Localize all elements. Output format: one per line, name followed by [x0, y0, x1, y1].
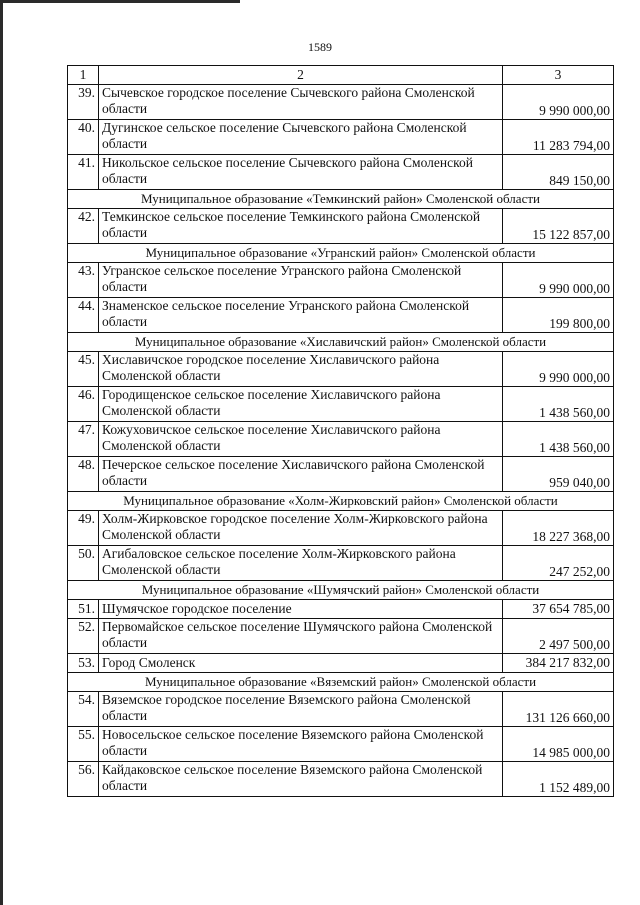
- row-name: Никольское сельское поселение Сычевского района Смоленской области: [99, 155, 503, 190]
- row-number: 41.: [68, 155, 99, 190]
- row-amount: 1 152 489,00: [503, 762, 614, 797]
- table-row: [68, 762, 614, 797]
- section-title: Муниципальное образование «Холм-Жирковский район» Смоленской области: [68, 492, 614, 511]
- row-amount: 1 438 560,00: [503, 387, 614, 422]
- table-row: [68, 511, 614, 546]
- row-number: 50.: [68, 546, 99, 581]
- table-row: [68, 263, 614, 298]
- row-amount: 15 122 857,00: [503, 209, 614, 244]
- row-name: Знаменское сельское поселение Угранского района Смоленской области: [99, 298, 503, 333]
- budget-table: [67, 65, 614, 797]
- row-number: 42.: [68, 209, 99, 244]
- row-amount: 247 252,00: [503, 546, 614, 581]
- row-number: 40.: [68, 120, 99, 155]
- row-number: 48.: [68, 457, 99, 492]
- table-row: [68, 120, 614, 155]
- section-header-row: [68, 492, 614, 511]
- row-amount: 9 990 000,00: [503, 263, 614, 298]
- row-number: 54.: [68, 692, 99, 727]
- table-row: [68, 600, 614, 619]
- row-name: Печерское сельское поселение Хиславичского района Смоленской области: [99, 457, 503, 492]
- row-name: Шумячское городское поселение: [99, 600, 503, 619]
- row-number: 53.: [68, 654, 99, 673]
- table-row: [68, 619, 614, 654]
- row-amount: 2 497 500,00: [503, 619, 614, 654]
- section-header-row: [68, 581, 614, 600]
- section-title: Муниципальное образование «Темкинский район» Смоленской области: [68, 190, 614, 209]
- row-name: Город Смоленск: [99, 654, 503, 673]
- scan-left-edge: [0, 0, 3, 905]
- section-header-row: [68, 244, 614, 263]
- row-name: Городищенское сельское поселение Хиславичского района Смоленской области: [99, 387, 503, 422]
- table-row: [68, 387, 614, 422]
- table-row: [68, 85, 614, 120]
- row-amount: 384 217 832,00: [503, 654, 614, 673]
- table-row: [68, 546, 614, 581]
- table-row: [68, 298, 614, 333]
- section-header-row: [68, 190, 614, 209]
- row-amount: 199 800,00: [503, 298, 614, 333]
- row-number: 47.: [68, 422, 99, 457]
- row-amount: 37 654 785,00: [503, 600, 614, 619]
- row-number: 49.: [68, 511, 99, 546]
- row-name: Холм-Жирковское городское поселение Холм-Жирковского района Смоленской области: [99, 511, 503, 546]
- row-amount: 9 990 000,00: [503, 352, 614, 387]
- row-number: 43.: [68, 263, 99, 298]
- scan-top-edge: [0, 0, 240, 3]
- row-number: 51.: [68, 600, 99, 619]
- row-name: Агибаловское сельское поселение Холм-Жирковского района Смоленской области: [99, 546, 503, 581]
- row-number: 52.: [68, 619, 99, 654]
- row-amount: 131 126 660,00: [503, 692, 614, 727]
- row-amount: 11 283 794,00: [503, 120, 614, 155]
- table-row: [68, 422, 614, 457]
- row-name: Первомайское сельское поселение Шумячского района Смоленской области: [99, 619, 503, 654]
- row-name: Вяземское городское поселение Вяземского района Смоленской области: [99, 692, 503, 727]
- row-amount: 959 040,00: [503, 457, 614, 492]
- row-name: Темкинское сельское поселение Темкинского района Смоленской области: [99, 209, 503, 244]
- row-name: Сычевское городское поселение Сычевского района Смоленской области: [99, 85, 503, 120]
- row-amount: 9 990 000,00: [503, 85, 614, 120]
- table-row: [68, 352, 614, 387]
- row-number: 46.: [68, 387, 99, 422]
- table-row: [68, 209, 614, 244]
- table-row: [68, 692, 614, 727]
- section-header-row: [68, 673, 614, 692]
- row-name: Кожуховичское сельское поселение Хиславичского района Смоленской области: [99, 422, 503, 457]
- section-title: Муниципальное образование «Угранский район» Смоленской области: [68, 244, 614, 263]
- row-number: 55.: [68, 727, 99, 762]
- section-title: Муниципальное образование «Шумячский район» Смоленской области: [68, 581, 614, 600]
- row-number: 44.: [68, 298, 99, 333]
- row-name: Хиславичское городское поселение Хиславичского района Смоленской области: [99, 352, 503, 387]
- row-name: Кайдаковское сельское поселение Вяземского района Смоленской области: [99, 762, 503, 797]
- section-title: Муниципальное образование «Хиславичский район» Смоленской области: [68, 333, 614, 352]
- table-row: [68, 727, 614, 762]
- table-row: [68, 155, 614, 190]
- row-amount: 1 438 560,00: [503, 422, 614, 457]
- header-col-2: 2: [99, 66, 503, 85]
- header-col-3: 3: [503, 66, 614, 85]
- row-name: Угранское сельское поселение Угранского района Смоленской области: [99, 263, 503, 298]
- row-name: Дугинское сельское поселение Сычевского района Смоленской области: [99, 120, 503, 155]
- row-amount: 849 150,00: [503, 155, 614, 190]
- table-row: [68, 457, 614, 492]
- table-row: [68, 654, 614, 673]
- row-number: 39.: [68, 85, 99, 120]
- row-amount: 14 985 000,00: [503, 727, 614, 762]
- header-col-1: 1: [68, 66, 99, 85]
- section-title: Муниципальное образование «Вяземский район» Смоленской области: [68, 673, 614, 692]
- section-header-row: [68, 333, 614, 352]
- row-number: 45.: [68, 352, 99, 387]
- row-amount: 18 227 368,00: [503, 511, 614, 546]
- table-header-row: [68, 66, 614, 85]
- row-name: Новосельское сельское поселение Вяземского района Смоленской области: [99, 727, 503, 762]
- row-number: 56.: [68, 762, 99, 797]
- page-number: 1589: [308, 40, 332, 54]
